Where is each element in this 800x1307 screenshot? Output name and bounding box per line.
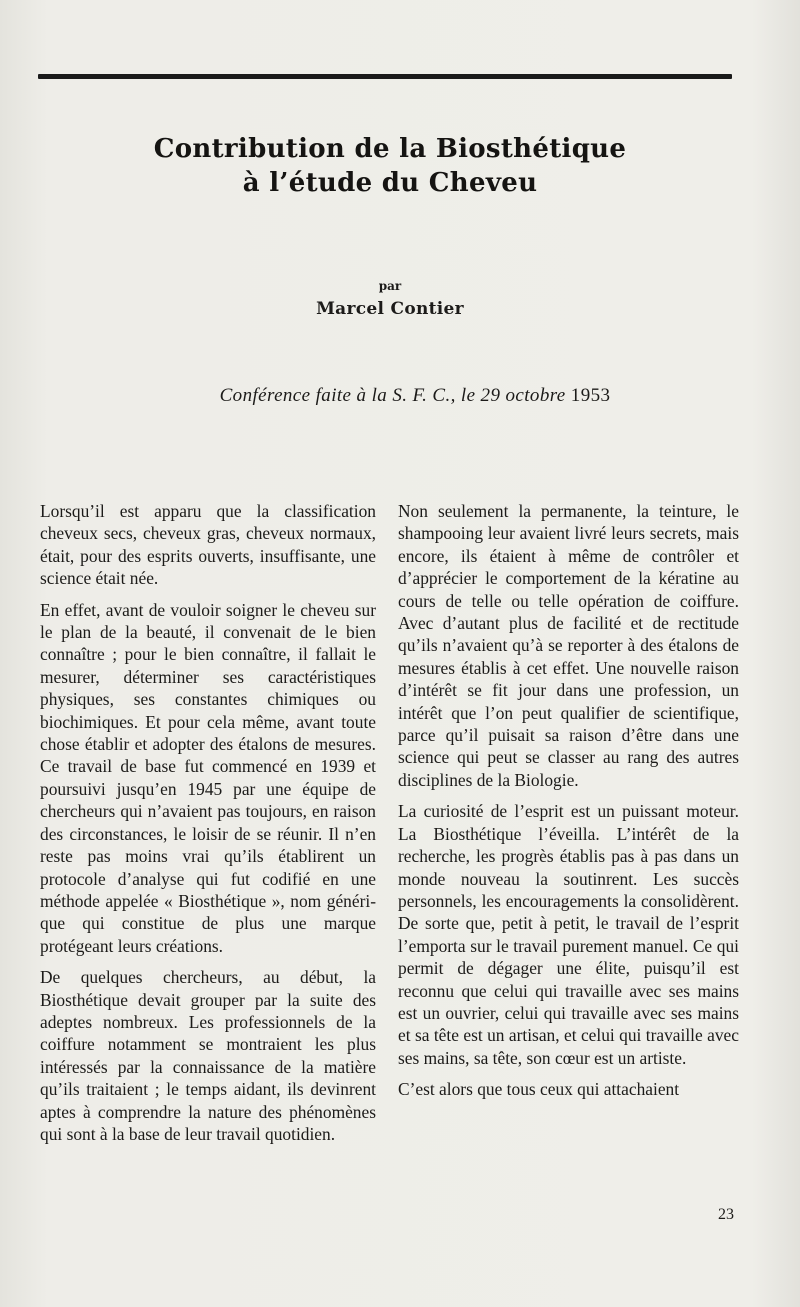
paragraph: C’est alors que tous ceux qui attachaient [398,1079,680,1100]
conference-note [0,385,800,407]
paragraph: Non seulement la permanente, la teinture, le shampooing leur avaient livré leurs secrets, mais encore, ils étaient à même de contrôler et d’apprécier le comportement de la kératine au cours de telle ou telle opération de coiffure. Avec d’autant plus de facilité et de rectitude qu’ils n’avaient qu’à se reporter à des étalons de mesures établis à cet effet. Une nouvelle raison d’intérêt se fit jour dans une profession, un intérêt que l’on peut qualifier de scientifique, parce qu’il puisait sa raison d’être dans une science qui peut se classer au rang des autres disciplines de la Biologie. [398,501,739,790]
paragraph: Lorsqu’il est apparu que la classification cheveux secs, cheveux gras, cheveux normaux, était, pour des esprits ouverts, insuffisante, une science était née. [40,501,376,589]
title-line-2: à l’étude du Cheveu [242,168,538,198]
article-title [40,132,740,200]
left-column [40,500,376,1154]
page-number: 23 [718,1206,734,1223]
paragraph: La curiosité de l’esprit est un puissant moteur. La Biosthétique l’éveilla. L’intérêt de la recherche, les progrès établis pas à pas dans un monde nouveau la soutinrent. Les succès personnels, les encouragements la consolidèrent. De sorte que, petit à petit, le travail de l’esprit l’emporta sur le travail purement manuel. Ce qui permit de dégager une élite, puisqu’il est reconnu que celui qui travaille avec ses mains est un ouvrier, celui qui travaille avec ses mains et sa tête est un artisan, et celui qui travaille avec ses mains, sa tête, son cœur est un artiste. [398,801,739,1068]
author-name: Marcel Contier [316,299,464,319]
paragraph: En effet, avant de vouloir soigner le cheveu sur le plan de la beauté, il convenait de le bien connaître ; pour le bien connaître, il fallait le mesurer, déterminer ses caractéristiques physiques, ses constantes chimiques ou biochimiques. Et pour cela même, avant toute chose établir et adopter des étalons de mesures. Ce travail de base fut commencé en 1939 et poursuivi jusqu’en 1945 par une équipe de chercheurs qui n’avaient pas toujours, en raison des circonstances, le loisir de se réunir. Il n’en reste pas moins vrai qu’ils établirent un protocole d’analyse qui fut codifié en une méthode appelée « Biosthétique », nom générique qui constitue de plus une marque protégeant leurs créations. [40,599,376,956]
header-rule [38,74,732,79]
conference-year: 1953 [570,385,611,406]
paragraph: De quelques chercheurs, au début, la Biosthétique devait grouper par la suite des adeptes nombreux. Les professionnels de la coiffure notamment se montraient les plus intéressés par la connaissance de la matière qu’ils traitaient ; le temps aidant, ils devinrent aptes à comprendre la nature des phénomènes qui sont à la base de leur travail quotidien. [40,967,376,1144]
byline-par: par [378,279,402,293]
conference-text: Conférence faite à la S. F. C., le 29 octobre [219,385,566,406]
right-column [398,500,739,1110]
title-line-1: Contribution de la Biosthétique [153,134,627,164]
